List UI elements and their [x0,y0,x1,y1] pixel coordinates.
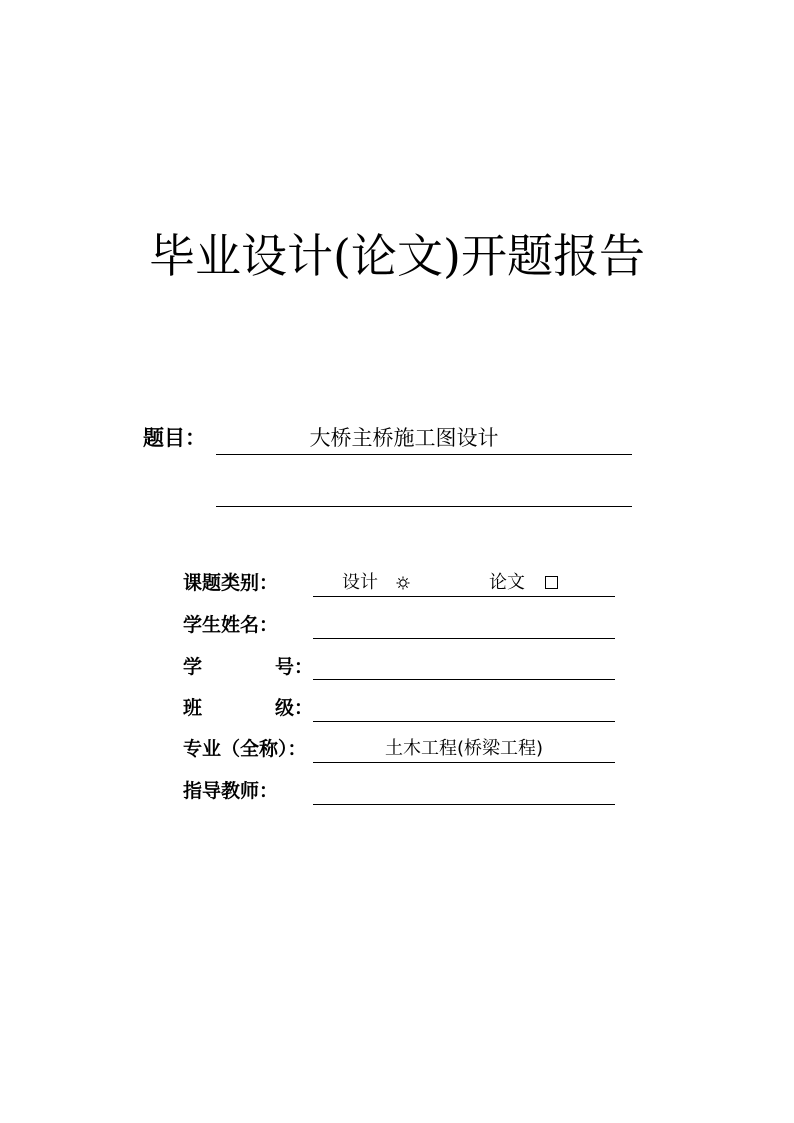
topic-underline-2 [216,506,632,507]
category-underline [313,596,615,597]
advisor-label-text: 指导教师： [183,780,279,802]
advisor-underline [313,804,615,805]
category-option-thesis: 论文 [489,572,525,593]
sun-icon [396,575,410,589]
student-id-underline [313,679,615,680]
class-label [183,696,313,720]
topic-label: 题目： [143,426,206,450]
student-name-underline [313,638,615,639]
major-value: 土木工程(桥梁工程) [384,738,544,759]
topic-value [216,425,632,451]
major-label: 专业（全称）： [183,738,307,760]
advisor-label [183,779,313,803]
category-label-text: 课题类别： [183,572,279,594]
student-id-label [183,655,313,679]
class-label-left: 班 [183,697,203,719]
topic-value-text: 大桥主桥施工图设计 [309,426,499,450]
category-option-design: 设计 [342,572,378,593]
class-label-right: 级： [274,697,313,719]
topic-underline-1 [216,454,632,455]
checkbox-icon [545,576,558,589]
student-name-label [183,613,313,637]
student-id-label-left: 学 [183,656,203,678]
student-name-label-text: 学生姓名： [183,614,279,636]
class-underline [313,721,615,722]
category-label [183,571,313,595]
major-underline [313,762,615,763]
document-title: 毕业设计(论文)开题报告 [149,229,645,283]
student-id-label-right: 号： [274,656,313,678]
